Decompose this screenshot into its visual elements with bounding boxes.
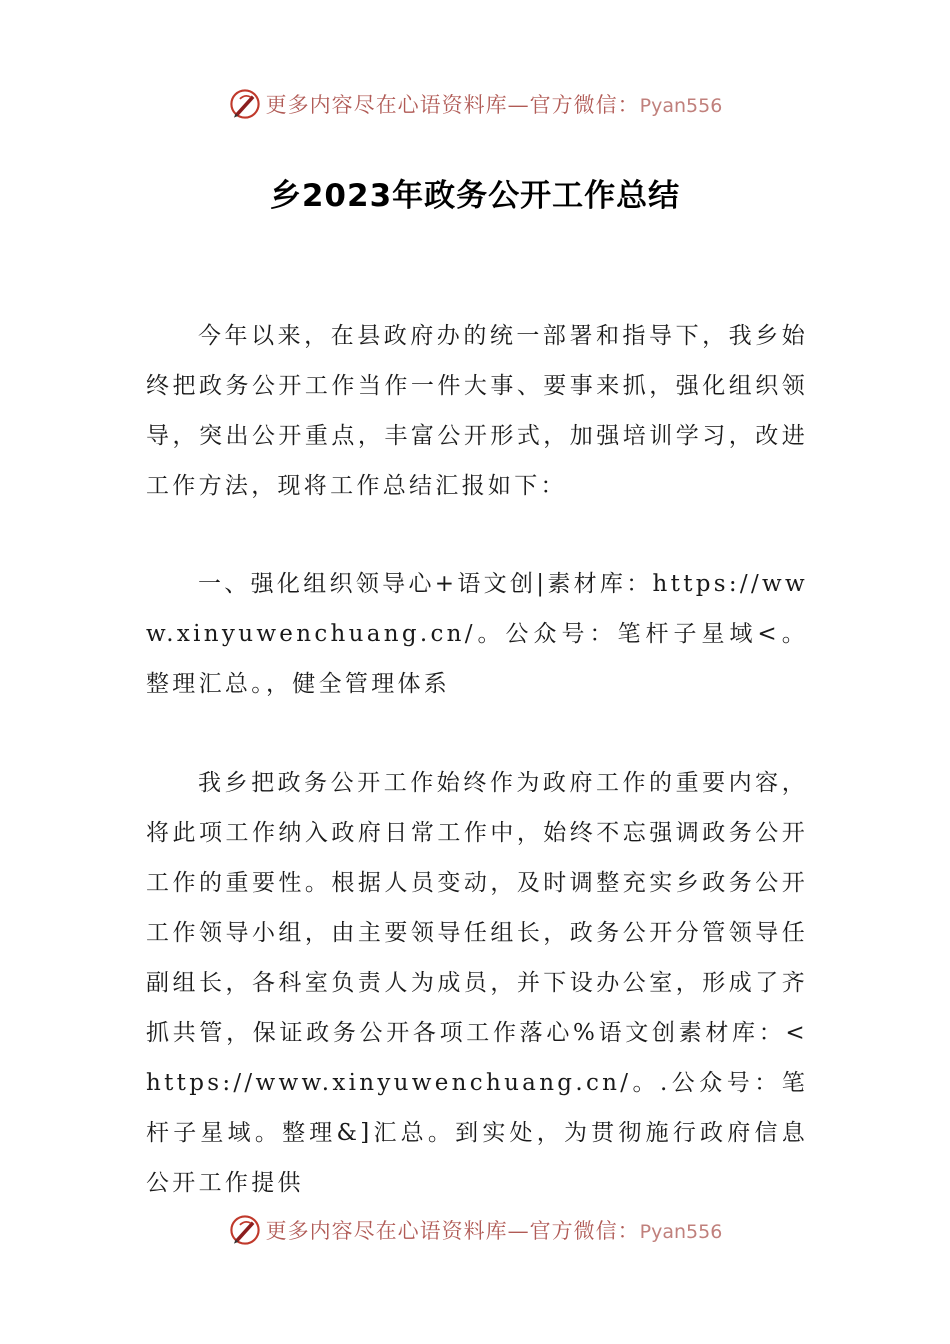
banner-text: 更多内容尽在心语资料库—官方微信：Pyan556 [265,1219,723,1243]
pen-logo-icon [228,87,262,121]
paragraph-intro: 今年以来，在县政府办的统一部署和指导下，我乡始终把政务公开工作当作一件大事、要事来抓，强化组织领导，突出公开重点，丰富公开形式，加强培训学习，改进工作方法，现将工作总结汇报如下： [146,323,808,499]
banner-text: 更多内容尽在心语资料库—官方微信：Pyan556 [265,93,723,117]
header-banner [0,84,950,124]
footer-banner [0,1210,950,1250]
pen-logo-icon [228,1213,262,1247]
paragraph-body: 我乡把政务公开工作始终作为政府工作的重要内容，将此项工作纳入政府日常工作中，始终不忘强调政务公开工作的重要性。根据人员变动，及时调整充实乡政务公开工作领导小组，由主要领导任组长，政务公开分管领导任副组长，各科室负责人为成员，并下设办公室，形成了齐抓共管，保证政务公开各项工作落心%语文创素材库：<https://www.xinyuwenchuang.cn/。.公众号：笔杆子星域。整理&]汇总。到实处，为贯彻施行政府信息公开工作提供 [146,770,808,1196]
wechat-id: Pyan556 [639,1221,723,1243]
document-title: 乡2023年政务公开工作总结 [269,178,681,214]
wechat-id: Pyan556 [639,95,723,117]
section-heading-1: 一、强化组织领导心+语文创|素材库：https://www.xinyuwenchuang.cn/。公众号：笔杆子星域<。整理汇总。，健全管理体系 [146,571,808,697]
